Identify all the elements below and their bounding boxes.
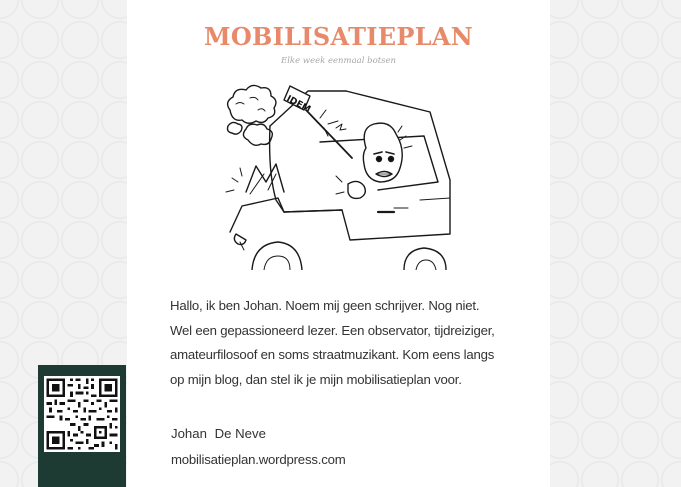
author-first-name: Johan: [171, 426, 207, 441]
author-name: [171, 426, 270, 441]
intro-line: Hallo, ik ben Johan. Noem mij geen schrijver. Nog niet.: [170, 298, 480, 313]
intro-line: Wel een gepassioneerd lezer. Een observator, tijdreiziger,: [170, 322, 495, 338]
site-tagline: Elke week eenmaal botsen: [281, 56, 396, 66]
intro-line: amateurfilosoof en soms straatmuzikant. Kom eens langs: [170, 347, 495, 362]
qr-code-icon[interactable]: [44, 376, 120, 452]
intro-text: [170, 294, 530, 392]
blog-link[interactable]: mobilisatieplan.wordpress.com: [171, 452, 346, 467]
cartoon-illustration: [224, 82, 452, 270]
sign-text: IDEM: [284, 94, 313, 116]
smoke-cloud-icon: [228, 85, 276, 145]
content-page: [127, 0, 550, 487]
qr-sidebar: [38, 365, 126, 487]
intro-line: op mijn blog, dan stel ik je mijn mobilisatieplan voor.: [170, 371, 462, 387]
site-title[interactable]: MOBILISATIEPLAN: [203, 22, 474, 51]
author-last-name: De Neve: [214, 426, 266, 441]
